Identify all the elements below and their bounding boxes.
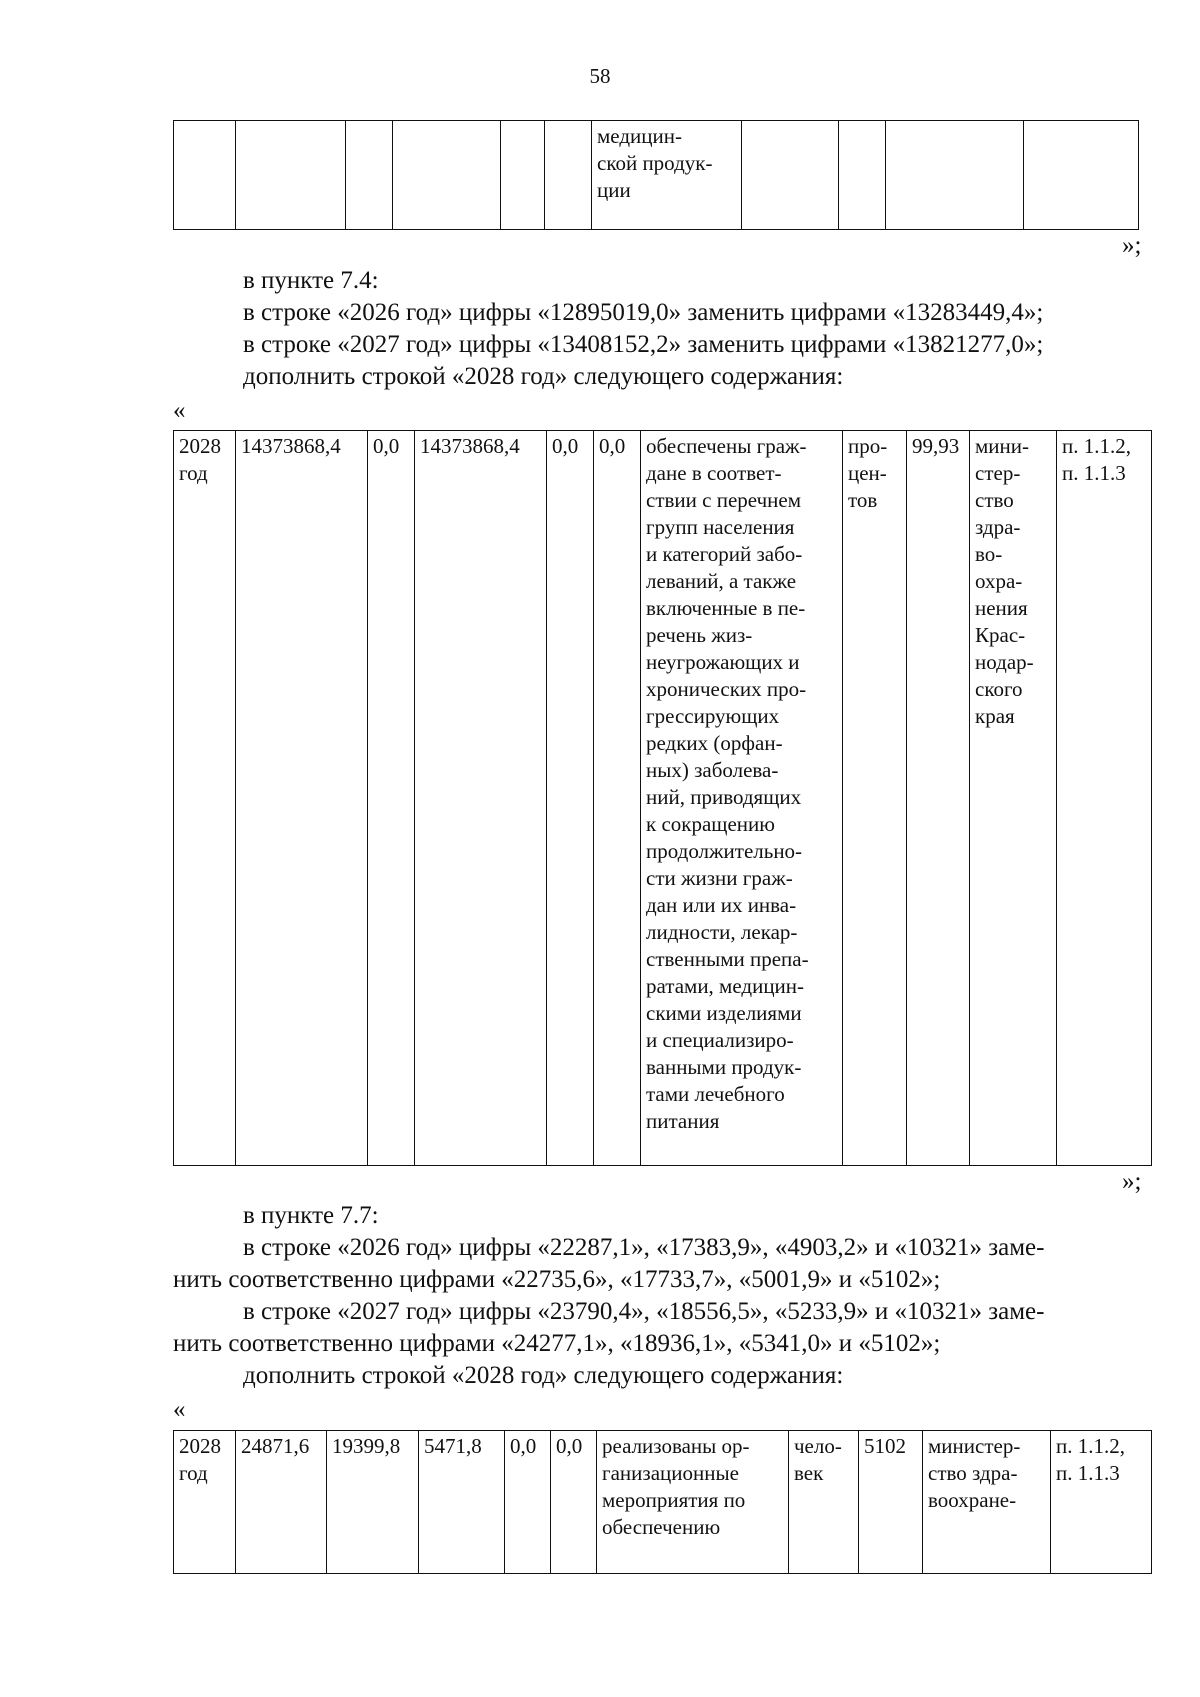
cell-line: про- xyxy=(848,434,888,458)
cell-line: ской продук- xyxy=(597,151,713,175)
cell-line: ных) заболева- xyxy=(646,758,779,782)
value-cell: 14373868,4 xyxy=(415,431,547,1166)
table-row xyxy=(174,431,1152,1166)
cell-line: чело- xyxy=(794,1434,842,1458)
cell-line: п. 1.1.3 xyxy=(1056,1461,1120,1485)
section-77-line-1b: нить соответственно цифрами «22735,6», «17733,7», «5001,9» и «5102»; xyxy=(173,1266,941,1293)
cell-line: ванными продук- xyxy=(646,1055,802,1079)
table-cell xyxy=(545,121,592,230)
table-cell xyxy=(886,121,1024,230)
cell-line: тами лечебного xyxy=(646,1082,785,1106)
cell-line: сти жизни граж- xyxy=(646,866,793,890)
cell-line: лидности, лекар- xyxy=(646,920,798,944)
section-74-heading: в пункте 7.4: xyxy=(243,267,379,294)
value-cell: 5471,8 xyxy=(419,1431,505,1574)
section-77-heading: в пункте 7.7: xyxy=(243,1202,379,1229)
table-74-row-2028 xyxy=(173,430,1152,1166)
cell-line: медицин- xyxy=(597,124,682,148)
cell-line: охра- xyxy=(975,569,1023,593)
refs-cell xyxy=(1057,431,1152,1166)
cell-line: воохране- xyxy=(928,1488,1017,1512)
closing-quote: »; xyxy=(1122,232,1142,259)
section-77-line-3: дополнить строкой «2028 год» следующего содержания: xyxy=(243,1362,844,1389)
cell-line: реализованы ор- xyxy=(602,1434,750,1458)
cell-line: здра- xyxy=(975,515,1021,539)
total-cell: 24871,6 xyxy=(236,1431,327,1574)
value-cell: 0,0 xyxy=(547,431,594,1166)
cell-line: ского xyxy=(975,677,1023,701)
section-74-line-2: в строке «2027 год» цифры «13408152,2» заменить цифрами «13821277,0»; xyxy=(243,331,1044,358)
cell-line: хронических про- xyxy=(646,677,807,701)
refs-cell xyxy=(1051,1431,1152,1574)
cell-line: век xyxy=(794,1461,824,1485)
cell-line: ганизационные xyxy=(602,1461,739,1485)
table-cell xyxy=(236,121,346,230)
cell-line: дане в соответ- xyxy=(646,461,782,485)
unit-cell xyxy=(789,1431,859,1574)
cell-line: грессирующих xyxy=(646,704,780,728)
cell-line: во- xyxy=(975,542,1003,566)
table-cell xyxy=(346,121,393,230)
opening-quote: « xyxy=(173,1396,186,1423)
cell-line: редких (орфан- xyxy=(646,731,783,755)
cell-line: включенные в пе- xyxy=(646,596,806,620)
cell-line: ственными препа- xyxy=(646,947,809,971)
year-cell xyxy=(174,431,236,1166)
cell-line: тов xyxy=(848,488,878,512)
cell-line: ции xyxy=(597,178,631,202)
cell-line: Крас- xyxy=(975,623,1026,647)
cell-line: края xyxy=(975,704,1015,728)
cell-line: стер- xyxy=(975,461,1021,485)
value-cell: 0,0 xyxy=(594,431,641,1166)
unit-cell xyxy=(843,431,907,1166)
section-74-line-1: в строке «2026 год» цифры «12895019,0» заменить цифрами «13283449,4»; xyxy=(243,299,1044,326)
cell-line: к сокращению xyxy=(646,812,775,836)
cell-line: продолжительно- xyxy=(646,839,803,863)
total-cell: 14373868,4 xyxy=(236,431,368,1166)
ministry-cell xyxy=(923,1431,1051,1574)
section-74-line-3: дополнить строкой «2028 год» следующего содержания: xyxy=(243,363,844,390)
cell-line: обеспечению xyxy=(602,1515,721,1539)
table-continuation xyxy=(173,120,1139,230)
cell-line: и специализиро- xyxy=(646,1028,794,1052)
table-cell xyxy=(742,121,839,230)
table-cell xyxy=(174,121,236,230)
cell-line: дан или их инва- xyxy=(646,893,797,917)
section-77-line-2a: в строке «2027 год» цифры «23790,4», «18556,5», «5233,9» и «10321» заме- xyxy=(243,1298,1045,1325)
page-number: 58 xyxy=(589,64,611,88)
cell-line: групп населения xyxy=(646,515,795,539)
cell-line: питания xyxy=(646,1109,720,1133)
table-row xyxy=(174,121,1139,230)
cell-line: речень жиз- xyxy=(646,623,753,647)
cell-line: ство xyxy=(975,488,1014,512)
section-77-line-1a: в строке «2026 год» цифры «22287,1», «17383,9», «4903,2» и «10321» заме- xyxy=(243,1234,1045,1261)
cell-line: мини- xyxy=(975,434,1029,458)
table-cell xyxy=(393,121,501,230)
indicator-value-cell: 5102 xyxy=(859,1431,923,1574)
description-cell xyxy=(641,431,843,1166)
value-cell: 0,0 xyxy=(551,1431,597,1574)
cell-line: и категорий забо- xyxy=(646,542,803,566)
section-77-line-2b: нить соответственно цифрами «24277,1», «18936,1», «5341,0» и «5102»; xyxy=(173,1330,941,1357)
cell-line: п. 1.1.3 xyxy=(1062,461,1126,485)
cell-line: министер- xyxy=(928,1434,1021,1458)
cell-line: нодар- xyxy=(975,650,1034,674)
cell-line: 2028 xyxy=(179,434,221,458)
cell-line: леваний, а также xyxy=(646,569,797,593)
cell-line: ратами, медицин- xyxy=(646,974,805,998)
cell-line: ний, приводящих xyxy=(646,785,802,809)
table-cell-description xyxy=(592,121,742,230)
table-row xyxy=(174,1431,1152,1574)
value-cell: 0,0 xyxy=(368,431,415,1166)
cell-line: мероприятия по xyxy=(602,1488,746,1512)
cell-line: скими изделиями xyxy=(646,1001,802,1025)
description-cell xyxy=(597,1431,789,1574)
opening-quote: « xyxy=(173,397,186,424)
ministry-cell xyxy=(970,431,1057,1166)
cell-line: ство здра- xyxy=(928,1461,1018,1485)
closing-quote: »; xyxy=(1122,1168,1142,1195)
cell-line: год xyxy=(179,461,208,485)
cell-line: 2028 xyxy=(179,1434,221,1458)
year-cell xyxy=(174,1431,236,1574)
indicator-value-cell: 99,93 xyxy=(907,431,970,1166)
cell-line: обеспечены граж- xyxy=(646,434,807,458)
cell-line: п. 1.1.2, xyxy=(1056,1434,1125,1458)
cell-line: нения xyxy=(975,596,1028,620)
table-cell xyxy=(839,121,886,230)
value-cell: 0,0 xyxy=(505,1431,551,1574)
cell-line: неугрожающих и xyxy=(646,650,800,674)
cell-line: п. 1.1.2, xyxy=(1062,434,1131,458)
cell-line: ствии с перечнем xyxy=(646,488,801,512)
value-cell: 19399,8 xyxy=(327,1431,419,1574)
table-cell xyxy=(501,121,545,230)
table-77-row-2028 xyxy=(173,1430,1152,1574)
cell-line: год xyxy=(179,1461,208,1485)
table-cell xyxy=(1024,121,1139,230)
cell-line: цен- xyxy=(848,461,887,485)
